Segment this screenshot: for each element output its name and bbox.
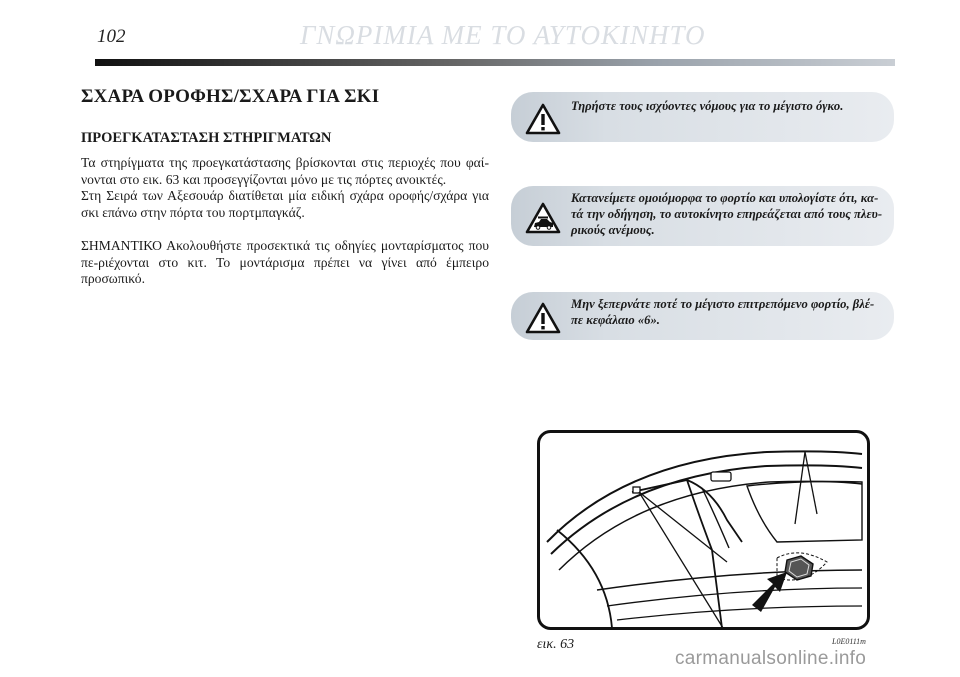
watermark: carmanualsonline.info	[675, 648, 867, 669]
warning-triangle-icon	[525, 103, 561, 135]
warning-triangle-icon	[525, 302, 561, 334]
figure-code: L0E0111m	[832, 637, 866, 646]
warning-note-volume	[511, 92, 894, 142]
subsection-title: ΠΡΟΕΓΚΑΤΑΣΤΑΣΗ ΣΤΗΡΙΓΜΑΤΩΝ	[81, 130, 332, 146]
header-rule	[95, 59, 895, 66]
page-number: 102	[97, 26, 126, 47]
running-title: ΓΝΩΡΙΜΙΑ ΜΕ ΤΟ ΑΥΤΟΚΙΝΗΤΟ	[300, 20, 706, 50]
figure-roof-rack-mounts	[537, 430, 870, 630]
warning-note-load-distribution	[511, 186, 894, 246]
figure-caption: εικ. 63	[537, 637, 575, 652]
paragraph-important: ΣΗΜΑΝΤΙΚΟ Ακολουθήστε προσεκτικά τις οδηγίες μονταρίσματος που πε-ριέχονται στο κιτ. Το μοντάρισμα πρέπει να γίνει από έμπειρο προσωπικό.	[81, 238, 489, 286]
paragraph-preinstallation: Τα στηρίγματα της προεγκατάστασης βρίσκονται στις περιοχές που φαί-νονται στο εικ. 63 και προσεγγίζονται μόνο με τις πόρτες ανοικτές.	[81, 155, 489, 187]
car-load-warning-icon	[525, 202, 561, 234]
main-text-column	[81, 86, 489, 288]
warning-note-max-load	[511, 292, 894, 340]
note-text: Τηρήστε τους ισχύοντες νόμους για το μέγιστο όγκο.	[571, 99, 844, 113]
roof-mount-illustration	[537, 430, 870, 630]
paragraph-accessories: Στη Σειρά των Αξεσουάρ διατίθεται μία ειδική σχάρα οροφής/σχάρα για σκι επάνω στην πόρτα του πορτμπαγκάζ.	[81, 188, 489, 220]
note-text: Κατανείμετε ομοιόμορφα το φορτίο και υπολογίστε ότι, κα-τά την οδήγηση, το αυτοκίνητο επηρεάζεται από τους πλευ-ρικούς ανέμους.	[571, 191, 883, 237]
note-text: Μην ξεπερνάτε ποτέ το μέγιστο επιτρεπόμενο φορτίο, βλέ-πε κεφάλαιο «6».	[571, 297, 875, 327]
section-title: ΣΧΑΡΑ ΟΡΟΦΗΣ/ΣΧΑΡΑ ΓΙΑ ΣΚΙ	[81, 86, 380, 107]
